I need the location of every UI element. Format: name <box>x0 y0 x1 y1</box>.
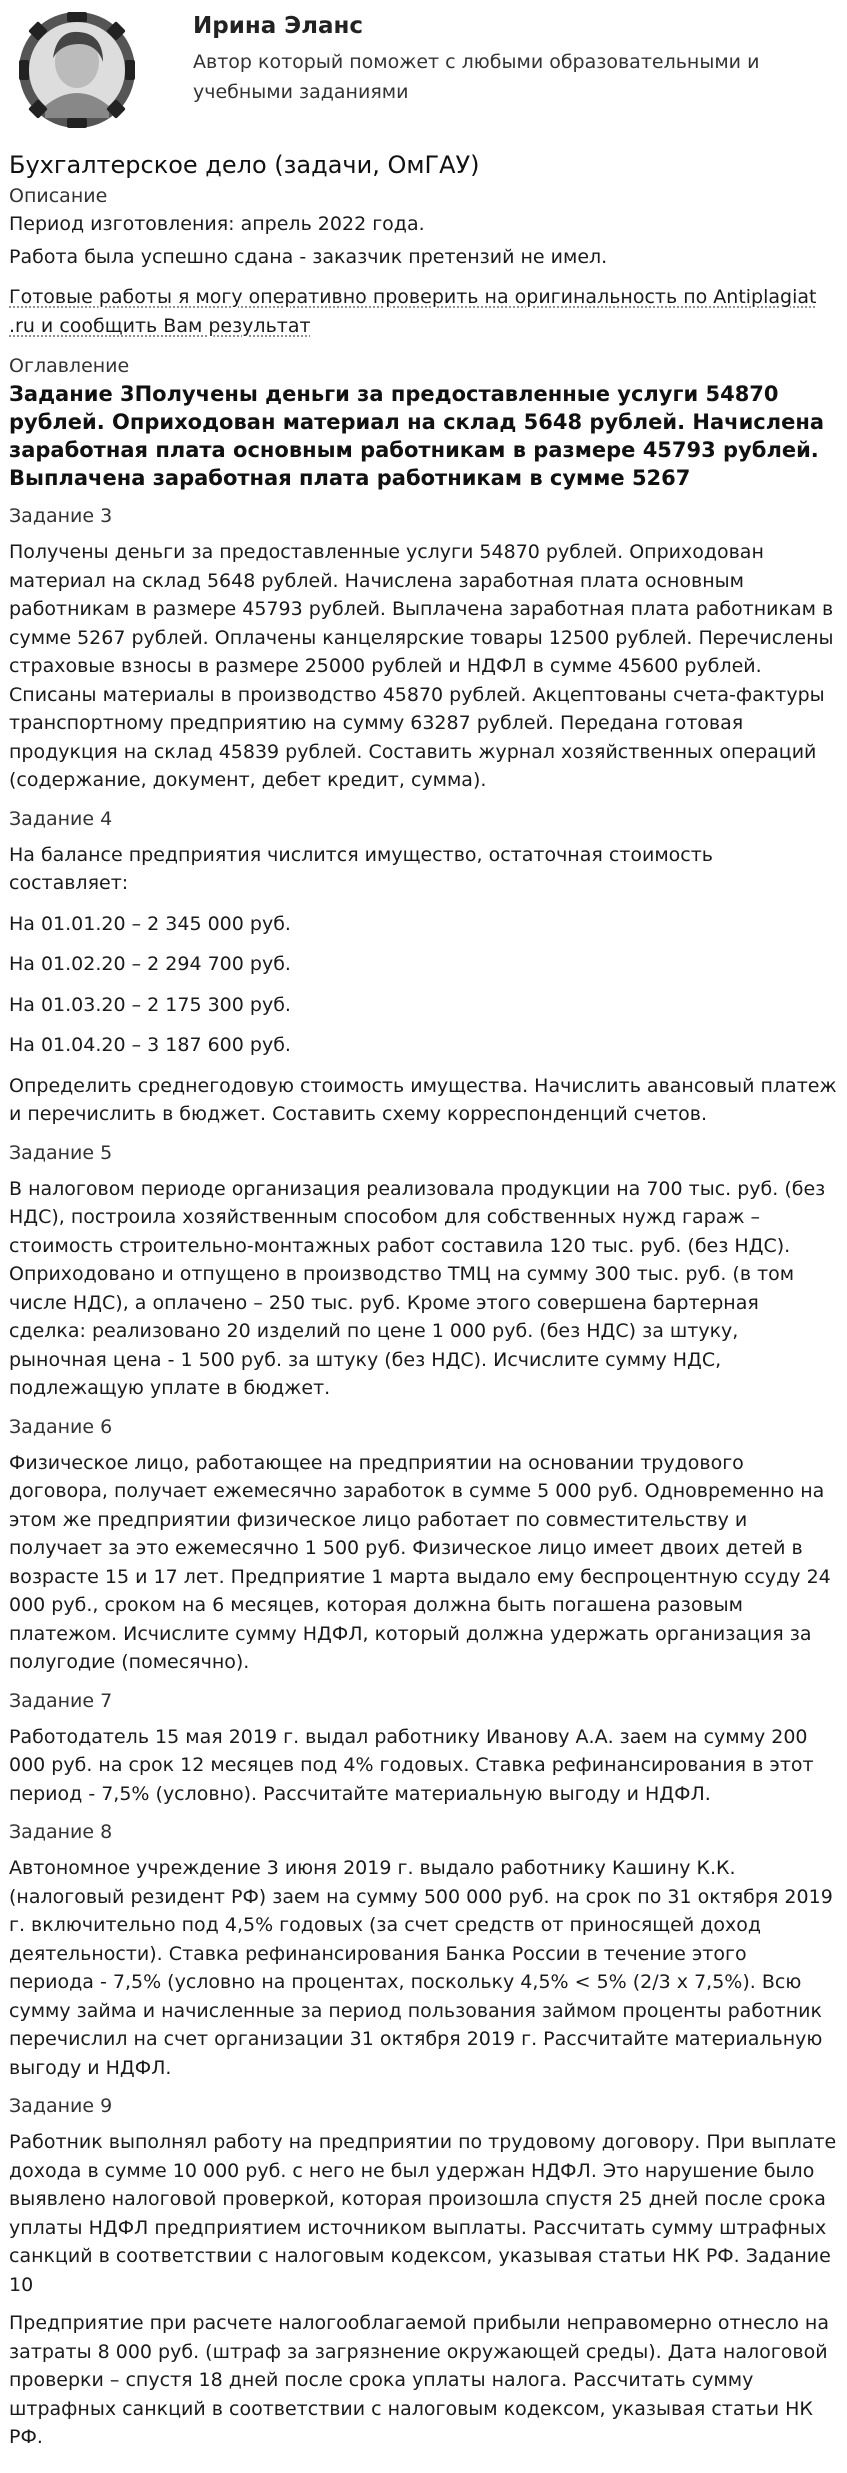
description-label: Описание <box>9 185 108 207</box>
author-description: Автор который поможет с любыми образовательными и учебными заданиями <box>193 51 760 103</box>
author-name[interactable]: Ирина Эланс <box>193 13 364 39</box>
author-card <box>9 0 837 140</box>
description-paragraph: Работа была успешно сдана - заказчик претензий не имел. <box>9 245 608 268</box>
task-label: Задание 4 <box>9 807 113 830</box>
task-label: Задание 5 <box>9 1141 113 1164</box>
task-paragraph: На балансе предприятия числится имущество, остаточная стоимость составляет: <box>9 843 713 894</box>
task-paragraph: На 01.01.20 – 2 345 000 руб. <box>9 912 291 935</box>
toc-heading: Задание 3Получены деньги за предоставленные услуги 54870 рублей. Оприходован материал на склад 5648 рублей. Начислена заработная плата основным работникам в размере 45793 рублей. Выплачена заработная плата работникам в сумме 5267 <box>9 382 825 490</box>
task-paragraph: Определить среднегодовую стоимость имущества. Начислить авансовый платеж и перечислить в бюджет. Составить схему корреспонденций счетов. <box>9 1074 837 1125</box>
avatar[interactable] <box>17 10 137 130</box>
description-paragraph: Период изготовления: апрель 2022 года. <box>9 213 425 235</box>
task-paragraph: На 01.03.20 – 2 175 300 руб. <box>9 993 291 1016</box>
task-paragraph: Физическое лицо, работающее на предприятии на основании трудового договора, получает ежемесячно заработок в сумме 5 000 руб. Одновременно на этом же предприятии физическое лицо работает по совместительству и получает за это ежемесячно 1 500 руб. Физическое лицо имеет двоих детей в возрасте 15 и 17 лет. Предприятие 1 марта выдало ему беспроцентную ссуду 24 000 руб., сроком на 6 месяцев, которая должна быть погашена разовым платежом. Исчислите сумму НДФЛ, который должна удержать организация за полугодие (помесячно). <box>9 1451 831 1673</box>
task-paragraph: Работодатель 15 мая 2019 г. выдал работнику Иванову А.А. заем на сумму 200 000 руб. на срок 12 месяцев под 4% годовых. Ставка рефинансирования в этот период - 7,5% (условно). Рассчитайте материальную выгоду и НДФЛ. <box>9 1725 814 1805</box>
task-paragraph: Работник выполнял работу на предприятии по трудовому договору. При выплате дохода в сумме 10 000 руб. с него не был удержан НДФЛ. Это нарушение было выявлено налоговой проверкой, которая произошла спустя 25 дней после срока уплаты НДФЛ предприятием источником выплаты. Рассчитать сумму штрафных санкций в соответствии с налоговым кодексом, указывая статьи НК РФ. Задание 10 <box>9 2131 837 2296</box>
work-title: Бухгалтерское дело (задачи, ОмГАУ) <box>9 151 480 179</box>
task-label: Задание 9 <box>9 2095 113 2117</box>
description-paragraph: Готовые работы я могу оперативно проверить на оригинальность по Antiplagiat .ru и сообщить Вам результат <box>9 286 817 337</box>
task-label: Задание 6 <box>9 1415 113 1438</box>
task-paragraph: Получены деньги за предоставленные услуги 54870 рублей. Оприходован материал на склад 5648 рублей. Начислена заработная плата основным работникам в размере 45793 рублей. Выплачена заработная плата работникам в сумме 5267 рублей. Оплачены канцелярские товары 12500 рублей. Перечислены страховые взносы в размере 25000 рублей и НДФЛ в сумме 45600 рублей. Списаны материалы в производство 45870 рублей. Акцептованы счета-фактуры транспортному предприятию на сумму 63287 рублей. Передана готовая продукция на склад 45839 рублей. Составить журнал хозяйственных операций (содержание, документ, дебет кредит, сумма). <box>9 541 834 791</box>
task-label: Задание 8 <box>9 1821 113 1843</box>
task-paragraph: Автономное учреждение 3 июня 2019 г. выдало работнику Кашину К.К. (налоговый резидент РФ) заем на сумму 500 000 руб. на срок по 31 октября 2019 г. включительно под 4,5% годовых (за счет средств от приносящей доход деятельности). Ставка рефинансирования Банка России в течение этого периода - 7,5% (условно на процентах, поскольку 4,5% < 5% (2/3 x 7,5%). Всю сумму займа и начисленные за период пользования займом проценты работник перечислил на счет организации 31 октября 2019 г. Рассчитайте материальную выгоду и НДФЛ. <box>9 1857 833 2079</box>
task-paragraph: На 01.04.20 – 3 187 600 руб. <box>9 1034 291 1056</box>
toc-label: Оглавление <box>9 355 130 377</box>
task-paragraph: Предприятие при расчете налогооблагаемой прибыли неправомерно отнесло на затраты 8 000 руб. (штраф за загрязнение окружающей среды). Дата налоговой проверки – спустя 18 дней после срока уплаты налога. Рассчитать сумму штрафных санкций в соответствии с налоговым кодексом, указывая статьи НК РФ. <box>9 2312 829 2448</box>
task-paragraph: На 01.02.20 – 2 294 700 руб. <box>9 953 291 975</box>
task-label: Задание 7 <box>9 1689 113 1712</box>
task-label: Задание 3 <box>9 505 113 527</box>
task-paragraph: В налоговом периоде организация реализовала продукции на 700 тыс. руб. (без НДС), построила хозяйственным способом для собственных нужд гараж – стоимость строительно-монтажных работ составила 120 тыс. руб. (без НДС). Оприходовано и отпущено в производство ТМЦ на сумму 300 тыс. руб. (в том числе НДС), а оплачено – 250 тыс. руб. Кроме этого совершена бартерная сделка: реализовано 20 изделий по цене 1 000 руб. (без НДС) за штуку, рыночная цена - 1 500 руб. за штуку (без НДС). Исчислите сумму НДС, подлежащую уплате в бюджет. <box>9 1177 826 1399</box>
